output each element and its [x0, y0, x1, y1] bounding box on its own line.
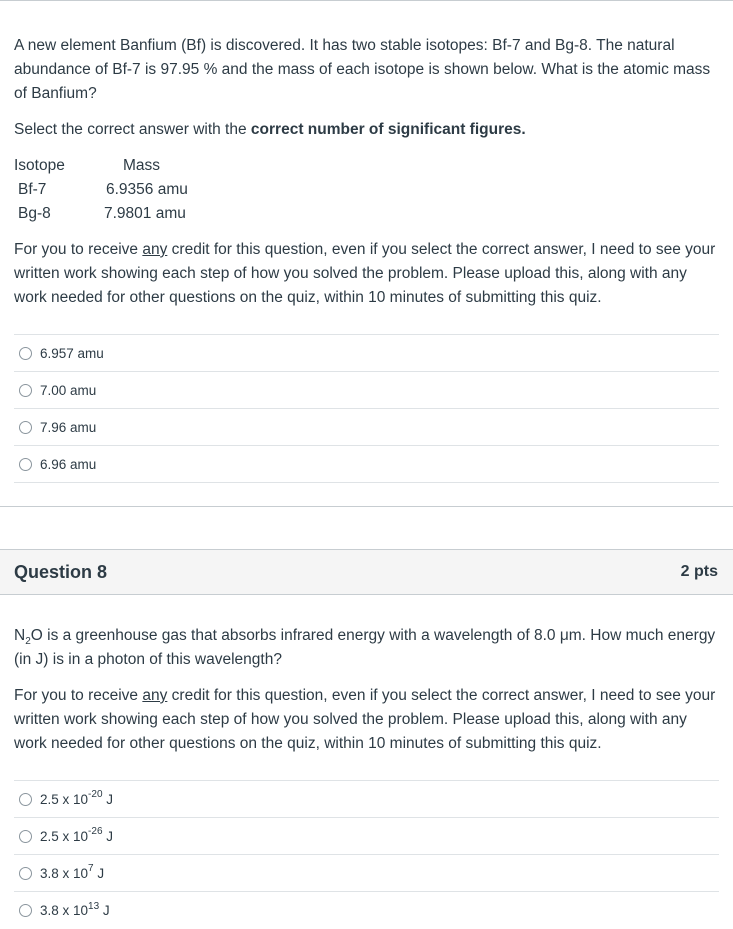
answer-option[interactable]	[14, 408, 719, 445]
answer-label: 6.957 amu	[40, 345, 104, 361]
question-8-header	[0, 549, 733, 595]
isotope-mass: 6.9356 amu	[106, 181, 188, 198]
answer-option[interactable]	[14, 854, 719, 891]
answer-option[interactable]	[14, 817, 719, 854]
isotope-mass: 7.9801 amu	[104, 205, 186, 222]
question-7-work-note: For you to receive any credit for this question, even if you select the correct answer, I need to see your written work showing each step of how you solved the problem. Please upload this, along with any work needed for other questions on the quiz, within 10 minutes of submitting this quiz.	[14, 241, 716, 306]
isotope-name: Bf-7	[18, 181, 47, 198]
isotope-name: Bg-8	[18, 205, 51, 222]
question-7-prompt: A new element Banfium (Bf) is discovered. It has two stable isotopes: Bf-7 and Bg-8. The natural abundance of Bf-7 is 97.95 % and the mass of each isotope is shown below. What is the atomic mass of Banfium?	[14, 37, 711, 102]
radio-button[interactable]	[19, 384, 32, 397]
isotope-column-header: Isotope	[14, 157, 65, 174]
question-7-answers	[14, 334, 719, 483]
question-8-title: Question 8	[14, 561, 108, 582]
answer-option[interactable]	[14, 780, 719, 817]
question-8-work-note: For you to receive any credit for this question, even if you select the correct answer, I need to see your written work showing each step of how you solved the problem. Please upload this, along with any work needed for other questions on the quiz, within 10 minutes of submitting this quiz.	[14, 687, 716, 752]
answer-option[interactable]	[14, 334, 719, 371]
answer-label: 2.5 x $10^{-26}$ J	[40, 826, 114, 844]
answer-label: 3.8 x $10^7$ J	[40, 863, 105, 881]
answer-label: 7.96 amu	[40, 419, 97, 435]
answer-option[interactable]	[14, 371, 719, 408]
answer-label: 3.8 x $10^{13}$ J	[40, 900, 110, 918]
answer-option[interactable]	[14, 891, 719, 929]
answer-label: 2.5 x $10^{-20}$ J	[40, 789, 114, 807]
radio-button[interactable]	[19, 421, 32, 434]
question-8-points: 2 pts	[680, 563, 718, 580]
radio-button[interactable]	[19, 458, 32, 471]
radio-button[interactable]	[19, 793, 32, 806]
radio-button[interactable]	[19, 904, 32, 917]
answer-label: 6.96 amu	[40, 456, 97, 472]
radio-button[interactable]	[19, 867, 32, 880]
radio-button[interactable]	[19, 347, 32, 360]
mass-column-header: Mass	[123, 157, 161, 174]
answer-option[interactable]	[14, 445, 719, 483]
answer-label: 7.00 amu	[40, 382, 97, 398]
question-8-prompt: $N_2O$ is a greenhouse gas that absorbs infrared energy with a wavelength of 8.0 μm. How much energy (in J) is in a photon of this wavelength?	[14, 627, 716, 668]
radio-button[interactable]	[19, 830, 32, 843]
question-7-instruction: Select the correct answer with the correct number of significant figures.	[14, 121, 526, 138]
question-8-answers	[14, 780, 719, 929]
